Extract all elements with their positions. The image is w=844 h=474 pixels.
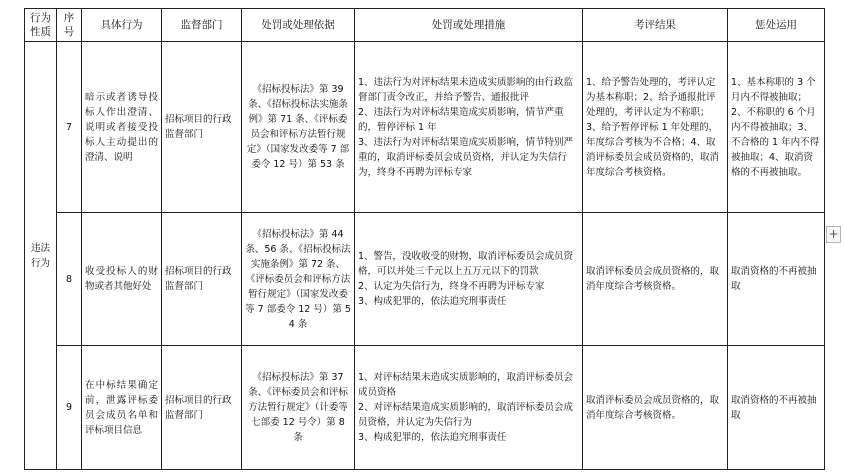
measure-item: 3、构成犯罪的，依法追究刑事责任 [358,296,507,307]
table-row [25,213,825,346]
header-dept: 监督部门 [162,9,242,42]
measure-item: 1、违法行为对评标结果未造成实质影响的由行政监督部门责令改正，并给予警告、通报批评 [358,76,574,103]
usage-cell: 1、基本称职的 3 个月内不得被抽取；2、不称职的 6 个月内不得被抽取；3、不合格的 1 年内不得被抽取；4、取消资格的不再被抽取。 [728,42,825,213]
header-usage: 惩处运用 [728,9,825,42]
measure-item: 3、构成犯罪的，依法追究刑事责任 [358,432,507,443]
header-number: 序号 [57,9,82,42]
evaluation-table [24,8,825,470]
dept-cell: 招标项目的行政监督部门 [162,213,242,346]
expand-plus-icon[interactable]: + [826,226,841,243]
measures-cell [355,42,583,213]
measure-item: 1、对评标结果未造成实质影响的，取消评标委员会成员资格 [358,372,574,398]
result-cell: 取消评标委员会成员资格的，取消年度综合考核资格。 [583,346,728,470]
row-number: 9 [57,346,82,470]
header-nature: 行为性质 [25,9,57,42]
header-row [25,9,825,42]
behavior-cell: 收受投标人的财物或者其他好处 [82,213,162,346]
behavior-cell: 在中标结果确定前，泄露评标委员会成员名单和评标项目信息 [82,346,162,470]
behavior-cell: 暗示或者诱导投标人作出澄清、说明或者接受投标人主动提出的澄清、说明 [82,42,162,213]
measure-item: 2、对评标结果造成实质影响的，取消评标委员会成员资格，并认定为失信行为 [358,402,574,428]
table-row [25,42,825,213]
header-result: 考评结果 [583,9,728,42]
measures-cell [355,346,583,470]
measure-item: 1、警告，没收收受的财物，取消评标委员会成员资格，可以并处三千元以上五万元以下的罚款 [358,251,574,277]
result-cell: 取消评标委员会成员资格的，取消年度综合考核资格。 [583,213,728,346]
basis-cell: 《招标投标法》第 39 条、《招标投标法实施条例》第 71 条、《评标委员会和评标方法暂行规定》（国家发改委等 7 部委令 12 号）第 53 条 [242,42,355,213]
header-measures: 处罚或处理措施 [355,9,583,42]
dept-cell: 招标项目的行政监督部门 [162,42,242,213]
row-number: 7 [57,42,82,213]
measure-item: 2、认定为失信行为，终身不再聘为评标专家 [358,281,545,292]
usage-cell: 取消资格的不再被抽取 [728,213,825,346]
basis-cell: 《招标投标法》第 44 条、56 条、《招标投标法实施条例》第 72 条、《评标委员会和评标方法暂行规定》（国家发改委等 7 部委令 12 号）第 54 条 [242,213,355,346]
row-number: 8 [57,213,82,346]
dept-cell: 招标项目的行政监督部门 [162,346,242,470]
usage-cell: 取消资格的不再被抽取 [728,346,825,470]
header-behavior: 具体行为 [82,9,162,42]
header-basis: 处罚或处理依据 [242,9,355,42]
measure-item: 2、违法行为对评标结果造成实质影响，情节严重的，暂停评标 1 年 [358,106,564,133]
basis-cell: 《招标投标法》第 37 条、《评标委员会和评标方法暂行规定》（计委等七部委 12 号令）第 8 条 [242,346,355,470]
table-row [25,346,825,470]
result-cell: 1、给予警告处理的，考评认定为基本称职；2、给予通报批评处理的，考评认定为不称职；3、给予暂停评标 1 年处理的，年度综合考核为不合格；4、取消评标委员会成员资格的，取消年度综合考核资格。 [583,42,728,213]
measures-cell [355,213,583,346]
nature-cell: 违法行为 [25,42,57,470]
measure-item: 3、违法行为对评标结果造成实质影响，情节特别严重的，取消评标委员会成员资格，并认定为失信行为，终身不再聘为评标专家 [358,136,574,178]
